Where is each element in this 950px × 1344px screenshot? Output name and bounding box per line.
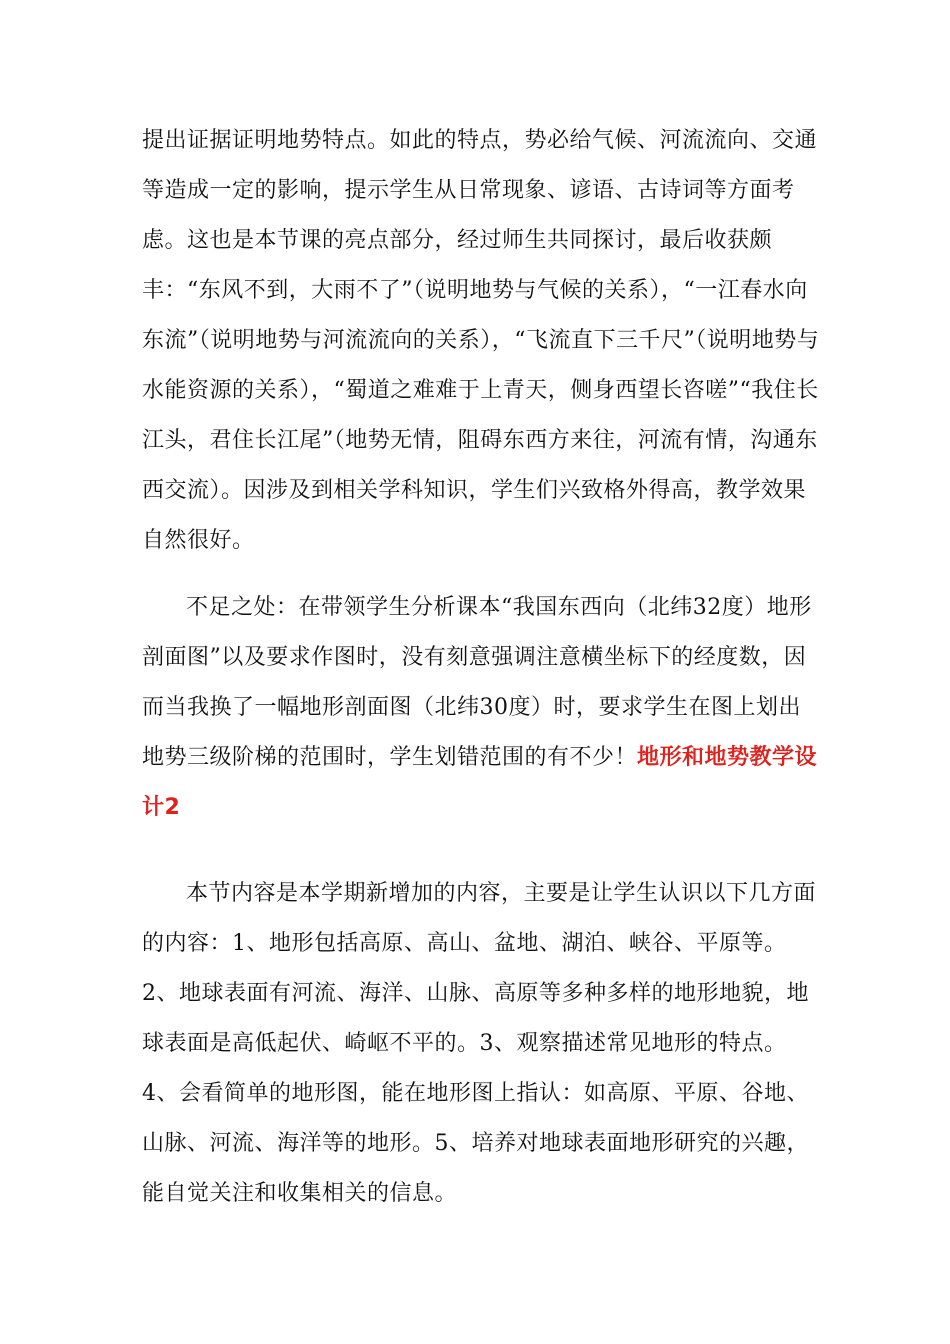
- paragraph-lesson-content: 本节内容是本学期新增加的内容，主要是让学生认识以下几方面的内容：1、地形包括高原、高山、盆地、湖泊、峡谷、平原等。2、地球表面有河流、海洋、山脉、高原等多种多样的地形地貌，地球表面是高低起伏、崎岖不平的。3、观察描述常见地形的特点。4、会看简单的地形图，能在地形图上指认：如高原、平原、谷地、山脉、河流、海洋等的地形。5、培养对地球表面地形研究的兴趣，能自觉关注和收集相关的信息。: [142, 881, 817, 1206]
- paragraph-shortcomings: [142, 583, 822, 833]
- paragraph-shortcomings-text: 不足之处：在带领学生分析课本“我国东西向（北纬32度）地形剖面图”以及要求作图时，没有刻意强调注意横坐标下的经度数，因而当我换了一幅地形剖面图（北纬30度）时，要求学生在图上划出地势三级阶梯的范围时，学生划错范围的有不少！: [142, 595, 812, 770]
- section-heading: 地形和地势教学设计2: [142, 745, 818, 820]
- paragraph-reflection-highlights: 提出证据证明地势特点。如此的特点，势必给气候、河流流向、交通等造成一定的影响，提示学生从日常现象、谚语、古诗词等方面考虑。这也是本节课的亮点部分，经过师生共同探讨，最后收获颇丰：“东风不到，大雨不了”（说明地势与气候的关系），“一江春水向东流”（说明地势与河流流向的关系），“飞流直下三千尺”（说明地势与水能资源的关系），“蜀道之难难于上青天，侧身西望长咨嗟”“我住长江头，君住长江尾”（地势无情，阻碍东西方来往，河流有情，沟通东西交流）。因涉及到相关学科知识，学生们兴致格外得高，教学效果自然很好。: [142, 128, 820, 553]
